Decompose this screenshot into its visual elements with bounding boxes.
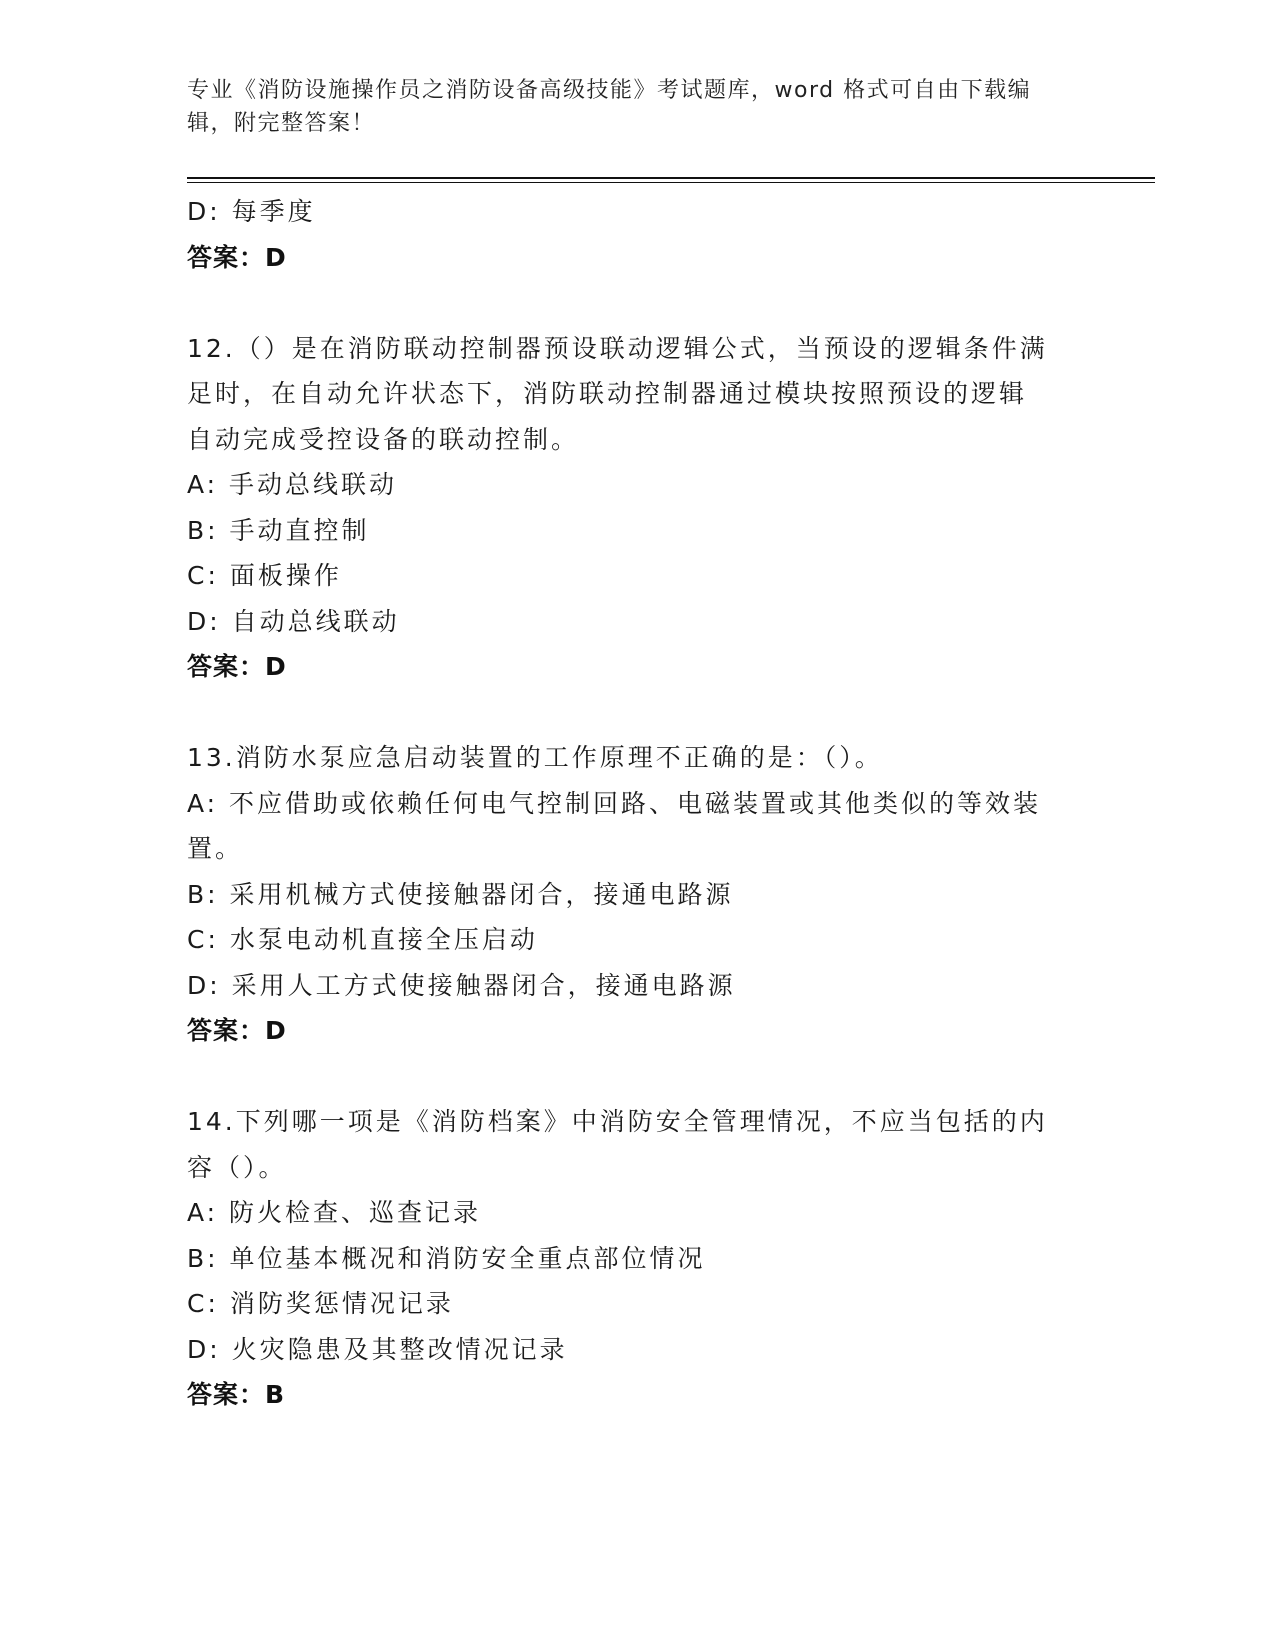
- question-stem: 自动完成受控设备的联动控制。: [187, 424, 580, 454]
- question-14: [187, 1099, 1087, 1418]
- option-c: C: 消防奖惩情况记录: [187, 1289, 454, 1318]
- question-stem: 14.下列哪一项是《消防档案》中消防安全管理情况，不应当包括的内: [187, 1107, 1048, 1136]
- spacer: [187, 280, 1087, 326]
- question-stem: 足时，在自动允许状态下，消防联动控制器通过模块按照预设的逻辑: [187, 379, 1028, 408]
- option-c: C: 水泵电动机直接全压启动: [187, 925, 538, 954]
- answer-line: 答案：B: [187, 1380, 286, 1409]
- question-12: [187, 326, 1087, 690]
- previous-question-tail: [187, 189, 1087, 280]
- option-b: B: 单位基本概况和消防安全重点部位情况: [187, 1243, 706, 1273]
- option-d: D: 自动总线联动: [187, 606, 400, 636]
- question-13: [187, 735, 1087, 1054]
- option-a-continued: 置。: [187, 834, 244, 863]
- option-b: B: 手动直控制: [187, 515, 370, 545]
- option-a: A: 手动总线联动: [187, 470, 398, 499]
- header-rule-thin: [187, 182, 1155, 183]
- spacer: [187, 1054, 1087, 1100]
- answer-line: 答案：D: [187, 652, 287, 681]
- header-line-2: 辑，附完整答案！: [187, 111, 376, 136]
- page-header: [187, 74, 1087, 140]
- option-d: D: 采用人工方式使接触器闭合，接通电路源: [187, 970, 736, 1000]
- header-line-1: 专业《消防设施操作员之消防设备高级技能》考试题库，word 格式可自由下载编: [187, 78, 1032, 103]
- answer-line: 答案：D: [187, 1016, 287, 1045]
- option-c: C: 面板操作: [187, 561, 342, 590]
- option-d: D: 火灾隐患及其整改情况记录: [187, 1334, 568, 1364]
- option-a: A: 不应借助或依赖任何电气控制回路、电磁装置或其他类似的等效装: [187, 788, 1042, 818]
- option-d: D: 每季度: [187, 197, 316, 226]
- header-rule-thick: [187, 177, 1155, 179]
- question-stem: 容（）。: [187, 1152, 287, 1182]
- question-stem: 12.（）是在消防联动控制器预设联动逻辑公式，当预设的逻辑条件满: [187, 333, 1048, 363]
- spacer: [187, 690, 1087, 736]
- question-stem: 13.消防水泵应急启动装置的工作原理不正确的是：（）。: [187, 743, 883, 772]
- answer-line: 答案：D: [187, 242, 287, 272]
- question-content: [187, 189, 1087, 1418]
- option-a: A: 防火检查、巡查记录: [187, 1198, 482, 1227]
- option-b: B: 采用机械方式使接触器闭合，接通电路源: [187, 879, 734, 909]
